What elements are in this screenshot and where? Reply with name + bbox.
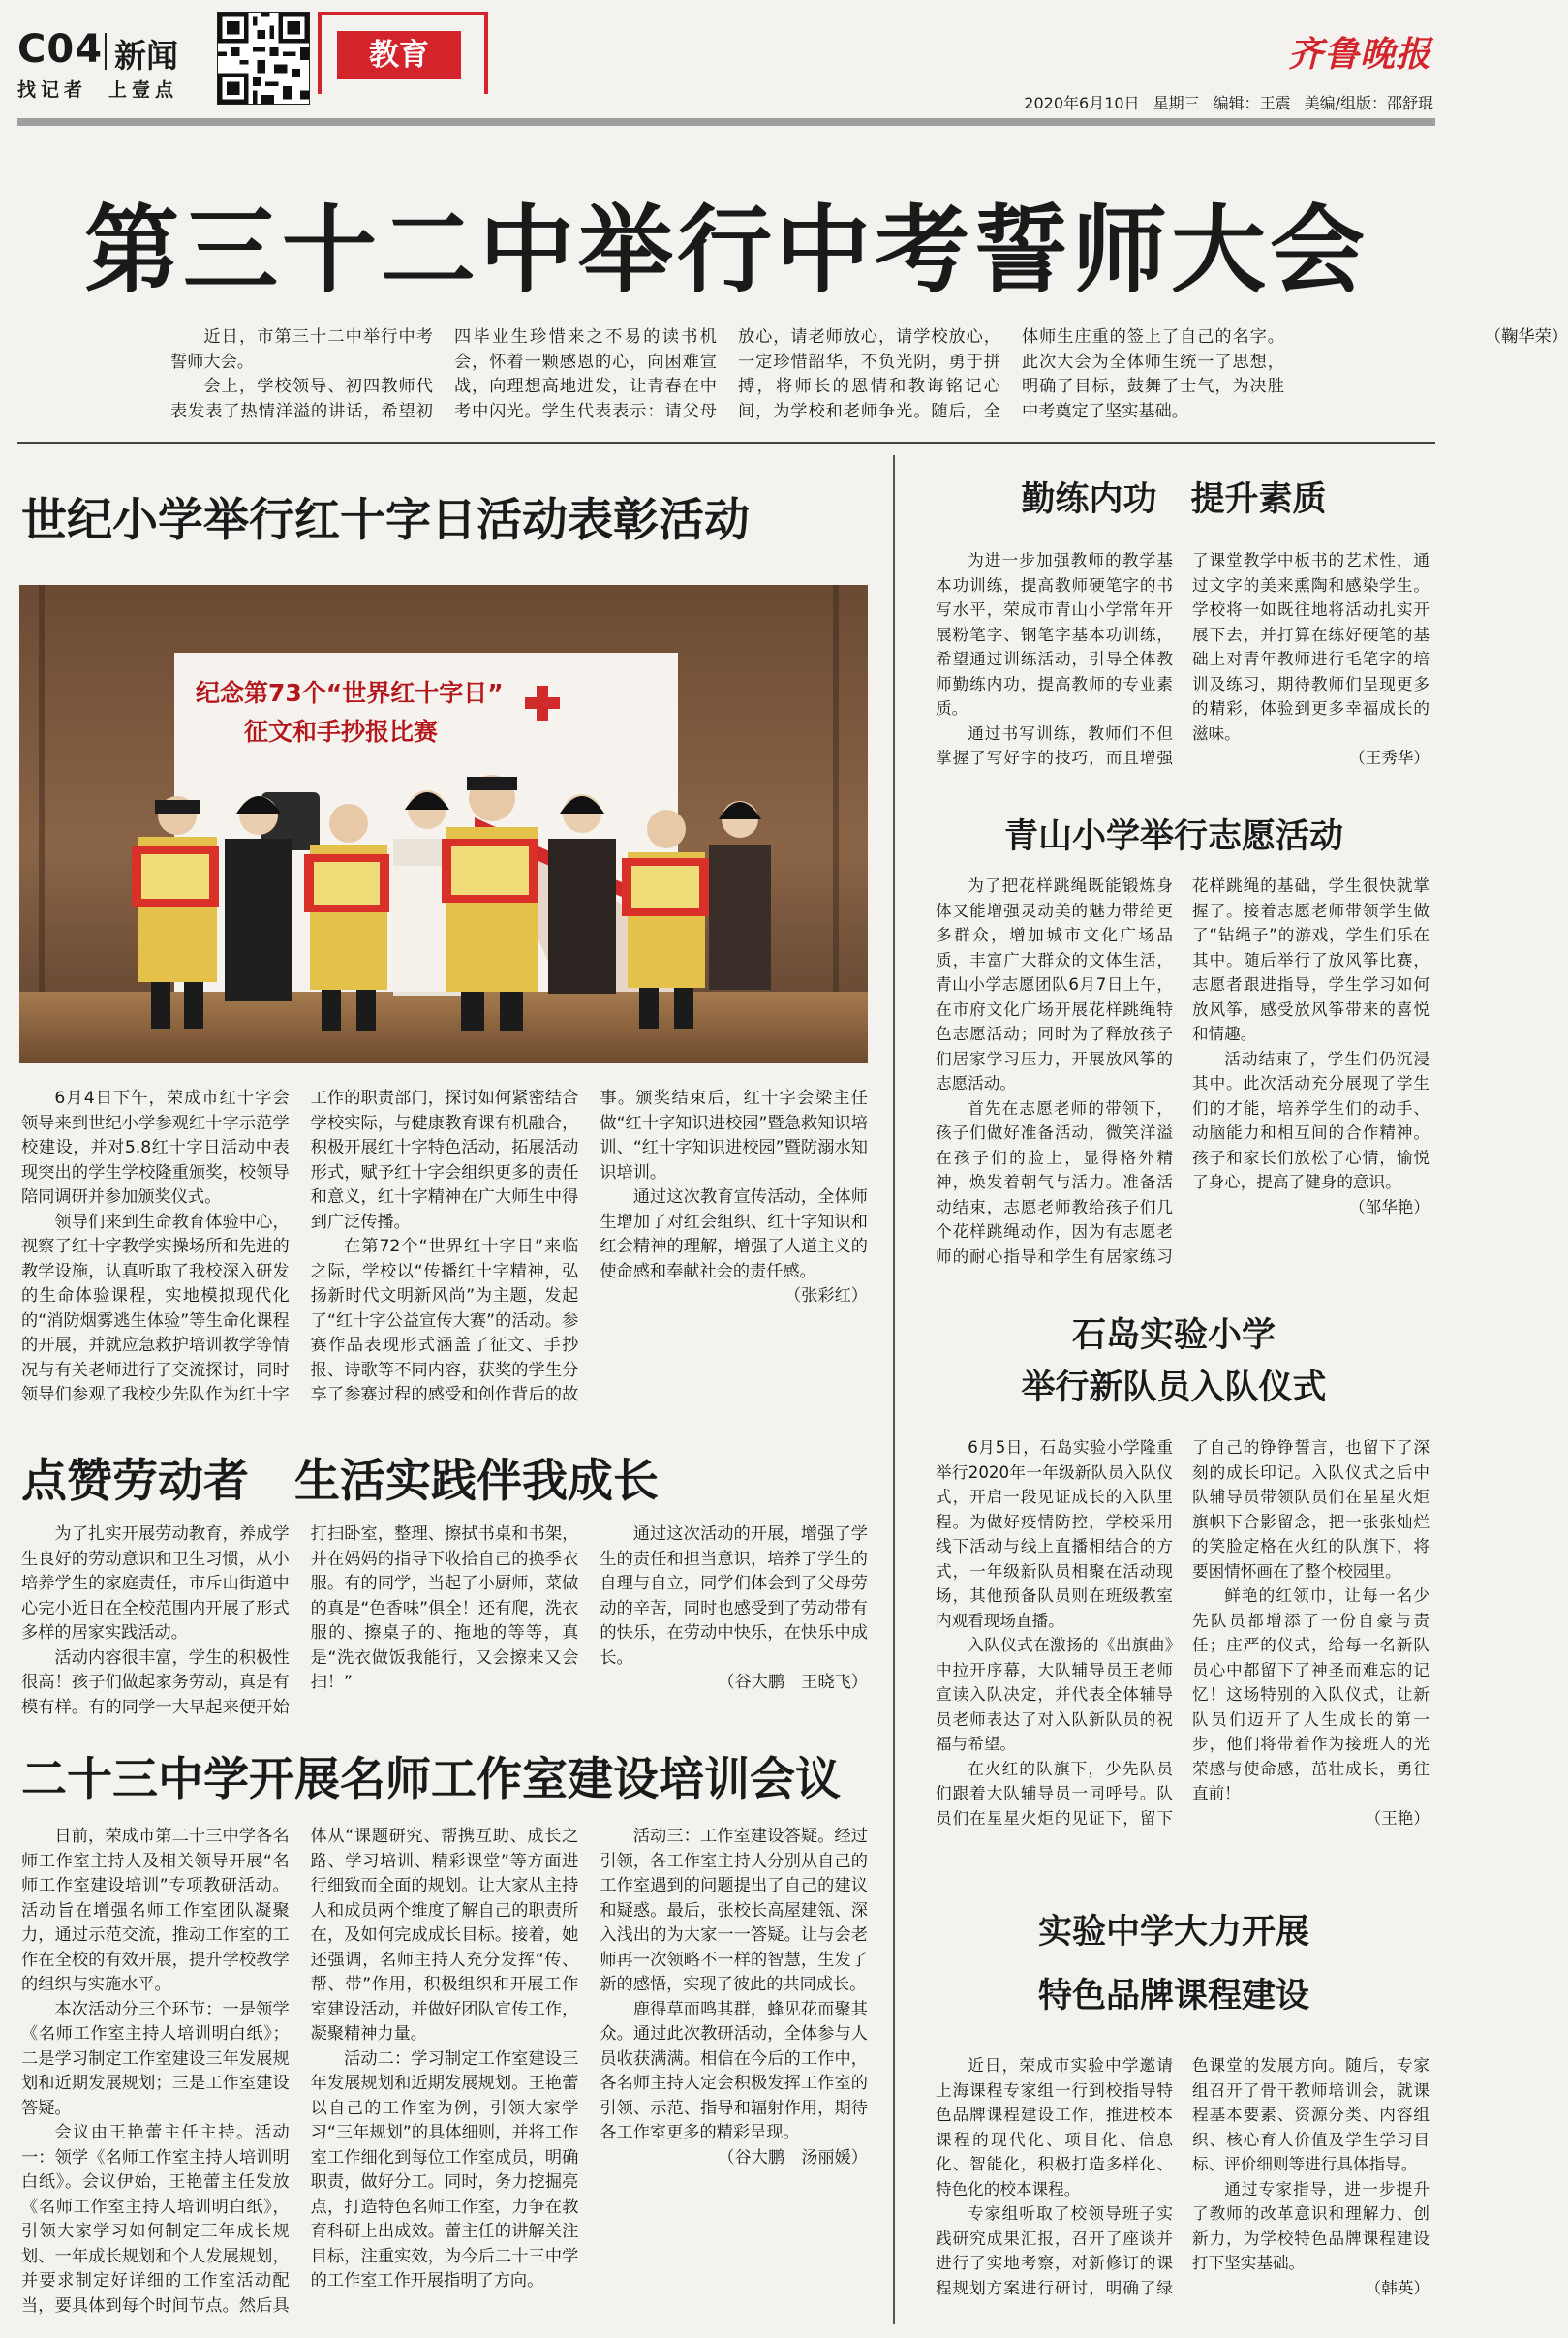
photo-banner-line2: 征文和手抄报比赛 xyxy=(244,718,439,746)
studio-paragraph: 日前，荣成市第二十三中学各名师工作室主持人及相关领导开展“名师工作室建设培训”专项教研活动。活动旨在增强名师工作室团队凝聚力，通过示范交流，推动工作室的工作在全校的有效开展，提升学校教学的组织与实施水平。 xyxy=(21,1827,290,1994)
shidao-paragraph: 鲜艳的红领巾，让每一名少先队员都增添了一份自豪与责任；庄严的仪式，给每一名新队员心中都留下了神圣而难忘的记忆！这场特别的入队仪式，让新队员们迈开了人生成长的第一步，他们将带着作为接班人的光荣感与使命感，茁壮成长，勇往直前！ xyxy=(1192,1586,1430,1802)
labor-byline: （谷大鹏 王晓飞） xyxy=(718,1673,868,1692)
redcross-paragraph: 通过这次教育宣传活动，全体师生增加了对红会组织、红十字知识和红会精神的理解，增强了人道主义的使命感和奉献社会的责任感。 xyxy=(600,1187,868,1281)
lead-article-body xyxy=(170,325,1568,424)
photo-banner-line1: 纪念第73个“世界红十字日” xyxy=(196,679,504,707)
lead-paragraph: 会上，学校领导、初四教师代表发表了热情洋溢的讲话，希望初四毕业生珍惜来之不易的读书机会，怀着一颗感恩的心，向困难宣战，向理想高地进发，让青春在中考中闪光。学生代表表示：请父母放心，请老师放心，请学校放心，一定珍惜韶华，不负光阴，勇于拼搏，将师长的恩情和教诲铭记心间，为学校和老师争光。随后，全体师生庄重的签上了自己的名字。此次大会为全体师生统一了思想，明确了目标，鼓舞了士气，为决胜中考奠定了坚实基础。 xyxy=(170,327,1284,421)
app-name-text: 上壹点 xyxy=(108,79,179,101)
lead-headline: 第三十二中举行中考誓师大会 xyxy=(83,195,1368,306)
editor-credit: 编辑：王震 xyxy=(1213,94,1291,112)
experimental-title-line1: 实验中学大力开展 xyxy=(1037,1912,1309,1952)
labor-paragraph: 为了扎实开展劳动教育，养成学生良好的劳动意识和卫生习惯，从小培养学生的家庭责任，市斥山街道中心完小近日在全校范围内开展了形式多样的居家实践活动。 xyxy=(21,1524,290,1643)
redcross-paragraph: 6月4日下午，荣成市红十字会领导来到世纪小学参观红十字示范学校建设，并对5.8红十字日活动中表现突出的学生学校隆重颁奖，校领导陪同调研并参加颁奖仪式。 xyxy=(21,1089,290,1207)
masthead-divider xyxy=(105,33,107,70)
redcross-paragraph: 在第72个“世界红十字日”来临之际，学校以“传播红十字精神，弘扬新时代文明新风尚”为主题，发起了“红十字公益宣传大赛”的活动。参赛作品表现形式涵盖了征文、手抄报、诗歌等不同内容，获奖的学生分享了参赛过程的感受和创作背后的故事。颁奖结束后，红十字会梁主任做“红十字知识进校园”暨急救知识培训、“红十字知识进校园”暨防溺水知识培训。 xyxy=(310,1089,868,1404)
shidao-paragraph: 6月5日，石岛实验小学隆重举行2020年一年级新队员入队仪式，开启一段见证成长的入队里程。为做好疫情防控，学校采用线下活动与线上直播相结合的方式，一年级新队员相聚在活动现场，其他预备队员则在班级教室内观看现场直播。 xyxy=(936,1438,1173,1630)
studio-paragraph: 鹿得草而鸣其群，蜂见花而聚其众。通过此次教研活动，全体参与人员收获满满。相信在今后的工作中，各名师主持人定会积极发挥工作室的引领、示范、指导和辐射作用，期待各工作室更多的精彩呈现。 xyxy=(600,1999,868,2142)
section-name: 新闻 xyxy=(114,37,178,75)
shidao-title-line2: 举行新队员入队仪式 xyxy=(1021,1368,1327,1407)
qr-code-icon[interactable] xyxy=(217,12,310,105)
calligraphy-paragraph: 通过书写训练，教师们不但掌握了写好字的技巧，而且增强了课堂教学中板书的艺术性，通过文字的美来熏陶和感染学生。学校将一如既往地将活动扎实开展下去，并打算在练好硬笔的基础上对青年教师进行毛笔字的培训及练习，期待教师们呈现更多的精彩，体验到更多幸福成长的滋味。 xyxy=(936,551,1430,767)
calligraphy-byline: （王秀华） xyxy=(1349,749,1430,767)
experimental-article-body xyxy=(936,2053,1430,2324)
studio-title: 二十三中学开展名师工作室建设培训会议 xyxy=(21,1753,841,1806)
volunteer-paragraph: 为了把花样跳绳既能锻炼身体又能增强灵动美的魅力带给更多群众，增加城市文化广场品质，丰富广大群众的文体生活，青山小学志愿团队6月7日上午，在市府文化广场开展花样跳绳特色志愿活动；同时为了释放孩子们居家学习压力，开展放风筝的志愿活动。 xyxy=(936,877,1173,1092)
issue-weekday: 星期三 xyxy=(1153,94,1200,112)
studio-paragraph: 本次活动分三个环节：一是领学《名师工作室主持人培训明白纸》；二是学习制定工作室建设三年发展规划和近期发展规划；三是工作室建设答疑。 xyxy=(21,1999,290,2118)
header-rule xyxy=(17,118,1435,126)
redcross-byline: （张彩红） xyxy=(784,1286,868,1306)
calligraphy-title: 勤练内功 提升素质 xyxy=(1021,479,1327,519)
issue-date: 2020年6月10日 xyxy=(1024,94,1140,112)
labor-title: 点赞劳动者 生活实践伴我成长 xyxy=(21,1455,659,1508)
redcross-paragraph: 领导们来到生命教育体验中心，视察了红十字教学实操场所和先进的教学设施，认真听取了我校深入研发的生命体验课程，实地模拟现代化的“消防烟雾逃生体验”等生命化课程的开展，并就应急救护培训教学等情况与有关老师进行了交流探讨，同时领导们参观了我校少先队作为红十字工作的职责部门，探讨如何紧密结合学校实际，与健康教育课有机融合，积极开展红十字特色活动，拓展活动形式，赋予红十字会组织更多的责任和意义，红十字精神在广大师生中得到广泛传播。 xyxy=(21,1089,579,1404)
redcross-title: 世纪小学举行红十字日活动表彰活动 xyxy=(21,494,750,547)
section-tag: 教育 xyxy=(337,31,461,79)
calligraphy-paragraph: 为进一步加强教师的教学基本功训练，提高教师硬笔字的书写水平，荣成市青山小学常年开展粉笔字、钢笔字基本功训练，希望通过训练活动，引导全体教师勤练内功，提高教师的专业素质。 xyxy=(936,551,1173,718)
volunteer-title: 青山小学举行志愿活动 xyxy=(1003,816,1343,856)
experimental-paragraph: 专家组听取了校领导班子实践研究成果汇报，召开了座谈并进行了实地考察，对新修订的课程规划方案进行研讨，明确了绿色课堂的发展方向。随后，专家组召开了骨干教师培训会，就课程基本要素、资源分类、内容组织、核心育人价值及学生学习目标、评价细则等进行具体指导。 xyxy=(936,2056,1430,2297)
shidao-paragraph: 在火红的队旗下，少先队员们跟着大队辅导员一同呼号。队员们在星星火炬的见证下，留下了自己的铮铮誓言，也留下了深刻的成长印记。入队仪式之后中队辅导员带领队员们在星星火炬旗帜下合影留念，把一张张灿烂的笑脸定格在火红的队旗下，将要困情怀画在了整个校园里。 xyxy=(936,1438,1430,1828)
redcross-article-body xyxy=(21,1087,868,1414)
shidao-title xyxy=(914,1309,1433,1414)
experimental-title xyxy=(914,1900,1433,2028)
shidao-paragraph: 入队仪式在激扬的《出旗曲》中拉开序幕，大队辅导员王老师宣读入队决定，并代表全体辅导员老师表达了对入队新队员的祝福与希望。 xyxy=(936,1636,1173,1753)
calligraphy-article-body xyxy=(936,548,1430,783)
lead-byline: （鞠华荣） xyxy=(1485,327,1568,347)
volunteer-article-body xyxy=(936,874,1430,1280)
shidao-article-body xyxy=(936,1435,1430,1854)
experimental-byline: （韩英） xyxy=(1365,2278,1430,2297)
experimental-paragraph: 通过专家指导，进一步提升了教师的改革意识和理解力、创新力，为学校特色品牌课程建设打下坚实基础。 xyxy=(1192,2179,1430,2272)
section-divider xyxy=(17,442,1435,444)
award-ceremony-photo xyxy=(19,585,868,1063)
column-divider xyxy=(893,455,895,2324)
studio-paragraph: 活动三：工作室建设答疑。经过引领，各工作室主持人分别从自己的工作室遇到的问题提出了自己的建议和疑惑。最后，张校长高屋建瓴、深入浅出的为大家一一答疑。让与会老师再一次领略不一样的智慧，生发了新的感悟，实现了彼此的共同成长。 xyxy=(600,1827,868,1994)
volunteer-paragraph: 活动结束了，学生们仍沉浸其中。此次活动充分展现了学生们的才能，培养学生们的动手、动脑能力和相互间的合作精神。孩子和家长们放松了心情，愉悦了身心，提高了健身的意识。 xyxy=(1192,1049,1430,1191)
experimental-paragraph: 近日，荣成市实验中学邀请上海课程专家组一行到校指导特色品牌课程建设工作，推进校本课程的现代化、项目化、信息化、智能化，积极打造多样化、特色化的校本课程。 xyxy=(936,2056,1173,2199)
studio-paragraph: 会议由王艳蕾主任主持。活动一：领学《名师工作室主持人培训明白纸》。会议伊始，王艳蕾主任发放《名师工作室主持人培训明白纸》，引领大家学习如何制定三年成长规划、一年成长规划和个人发展规划，并要求制定好详细的工作室活动配当，要具体到每个时间节点。然后具体从“课题研究、帮携互助、成长之路、学习培训、精彩课堂”等方面进行细致而全面的规划。让大家从主持人和成员两个维度了解自己的职责所在，及如何完成成长目标。接着，她还强调，名师主持人充分发挥“传、帮、带”作用，积极组织和开展工作室建设活动，并做好团队宣传工作，凝聚精神力量。 xyxy=(21,1827,579,2316)
experimental-title-line2: 特色品牌课程建设 xyxy=(1037,1976,1309,2015)
studio-article-body xyxy=(21,1825,868,2319)
labor-paragraph: 通过这次活动的开展，增强了学生的责任和担当意识，培养了学生的自理与自立，同学们体会到了父母劳动的辛苦，同时也感受到了劳动带有的快乐，在劳动中快乐，在快乐中成长。 xyxy=(600,1524,868,1668)
find-reporter-line xyxy=(17,76,178,102)
volunteer-paragraph: 首先在志愿老师的带领下，孩子们做好准备活动，微笑洋溢在孩子们的脸上，显得格外精神，焕发着朝气与活力。准备活动结束，志愿老师教给孩子们几个花样跳绳动作，因为有志愿老师的耐心指导和学生有居家练习花样跳绳的基础，学生很快就掌握了。接着志愿老师带领学生做了“钻绳子”的游戏，学生们乐在其中。随后举行了放风筝比赛，志愿者跟进指导，学生学习如何放风筝，感受放风筝带来的喜悦和情趣。 xyxy=(936,877,1430,1266)
lead-paragraph: 近日，市第三十二中举行中考誓师大会。 xyxy=(170,327,433,372)
labor-paragraph: 活动内容很丰富，学生的积极性很高！孩子们做起家务劳动，真是有模有样。有的同学一大早起来便开始打扫卧室，整理、擦拭书桌和书架，并在妈妈的指导下收拾自己的换季衣服。有的同学，当起了小厨师，菜做的真是“色香味”俱全！还有爬，洗衣服的、擦桌子的、拖地的等等，真是“洗衣做饭我能行，又会擦来又会扫！” xyxy=(21,1524,579,1717)
studio-byline: （谷大鹏 汤丽媛） xyxy=(718,2147,868,2168)
studio-paragraph: 活动二：学习制定工作室建设三年发展规划和近期发展规划。王艳蕾以自己的工作室为例，引领大家学习“三年规划”的具体细则，并将工作室工作细化到每位工作室成员，明确职责，做好分工。同时，务力挖掘亮点，打造特色名师工作室，力争在教育科研上出成效。蕾主任的讲解关注目标，注重实效，为今后二十三中学的工作室工作开展指明了方向。 xyxy=(310,2048,579,2291)
page-number: C04 xyxy=(17,27,104,72)
volunteer-byline: （邹华艳） xyxy=(1349,1197,1430,1216)
designer-credit: 美编/组版：邵舒琨 xyxy=(1304,94,1433,112)
shidao-byline: （王艳） xyxy=(1365,1808,1430,1828)
dateline xyxy=(1010,91,1433,113)
newspaper-logo: 齐鲁晚报 xyxy=(1287,34,1431,75)
labor-article-body xyxy=(21,1523,868,1722)
find-reporter-text: 找记者 xyxy=(17,79,88,101)
shidao-title-line1: 石岛实验小学 xyxy=(1071,1315,1276,1355)
